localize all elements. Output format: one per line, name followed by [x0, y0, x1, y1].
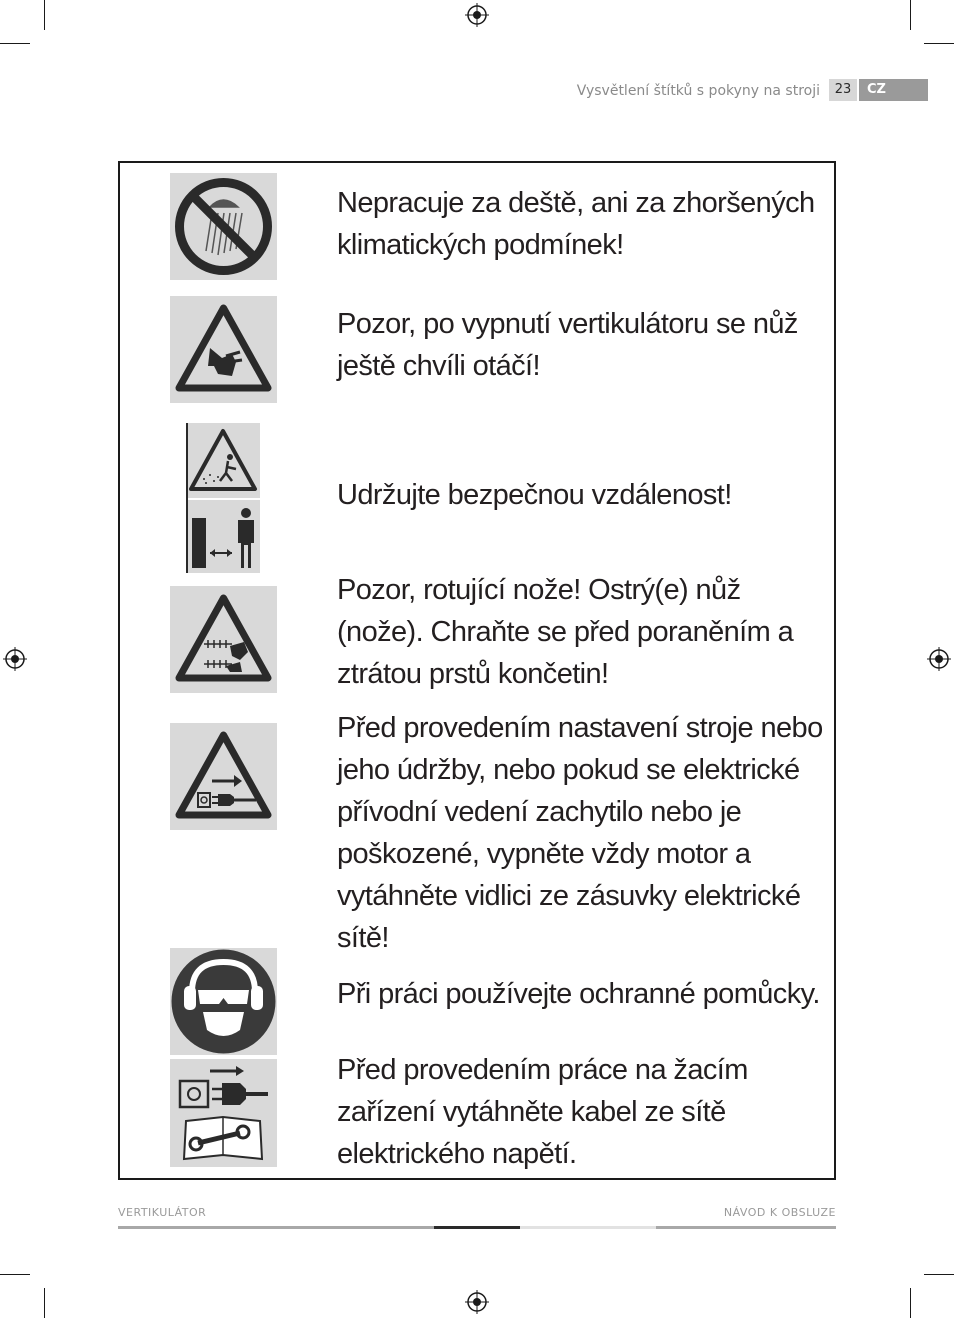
section-title: Vysvětlení štítků s pokyny na stroji	[576, 83, 820, 99]
registration-mark-icon	[465, 3, 489, 27]
crop-mark	[924, 43, 954, 44]
instruction-text: Pozor, rotující nože! Ostrý(e) nůž (nože). Chraňte se před poraněním a ztrátou prstů končetin!	[337, 574, 794, 690]
crop-mark	[44, 0, 45, 30]
footer-rule	[520, 1226, 656, 1229]
footer-manual-title: NÁVOD K OBSLUZE	[723, 1206, 836, 1219]
footer-rule	[434, 1226, 520, 1229]
crop-mark	[924, 1274, 954, 1275]
crop-mark	[910, 0, 911, 30]
crop-mark	[0, 43, 30, 44]
crop-mark	[910, 1288, 911, 1318]
protective-equipment-icon	[170, 948, 277, 1055]
instruction-text: Udržujte bezpečnou vzdálenost!	[337, 479, 732, 511]
sharp-blades-warning-icon	[170, 586, 277, 693]
no-rain-icon	[170, 173, 277, 280]
instruction-text: Před provedením nastavení stroje nebo jeho údržby, nebo pokud se elektrické přívodní vedení zachytilo nebo je poškozené, vypněte vždy motor a vytáhněte vidlici ze zásuvky elektrické sítě!	[337, 712, 823, 954]
language-badge: CZ	[859, 79, 928, 101]
registration-mark-icon	[927, 647, 951, 671]
page-number: 23	[829, 79, 857, 101]
footer-product-name: VERTIKULÁTOR	[118, 1206, 207, 1219]
instruction-text: Před provedením práce na žacím zařízení vytáhněte kabel ze sítě elektrického napětí.	[337, 1054, 748, 1170]
registration-mark-icon	[3, 647, 27, 671]
unplug-before-maintenance-icon	[170, 1059, 277, 1167]
footer-rule	[656, 1226, 836, 1229]
rotating-blade-warning-icon	[170, 296, 277, 403]
instruction-text: Nepracuje za deště, ani za zhoršených klimatických podmínek!	[337, 187, 815, 261]
instruction-text: Pozor, po vypnutí vertikulátoru se nůž ještě chvíli otáčí!	[337, 308, 798, 382]
crop-mark	[44, 1288, 45, 1318]
unplug-warning-icon	[170, 723, 277, 830]
crop-mark	[0, 1274, 30, 1275]
keep-distance-icon	[186, 423, 260, 573]
footer-rule	[118, 1226, 434, 1229]
instruction-text: Při práci používejte ochranné pomůcky.	[337, 978, 820, 1010]
registration-mark-icon	[465, 1290, 489, 1314]
